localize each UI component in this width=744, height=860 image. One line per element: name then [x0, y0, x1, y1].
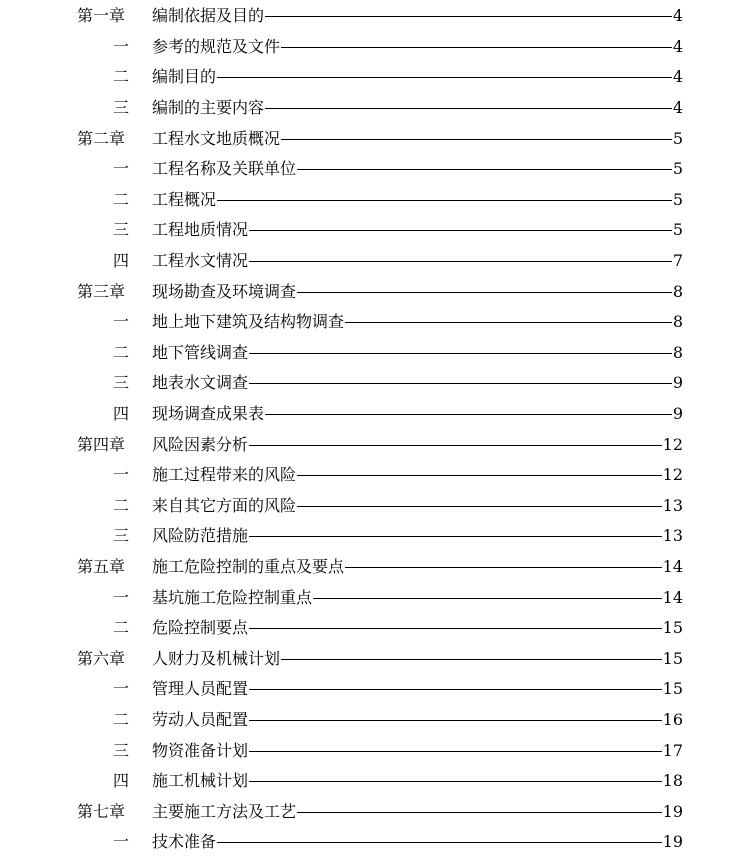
toc-entry-page-number: 8 [672, 281, 683, 301]
toc-section-entry[interactable] [0, 368, 744, 399]
toc-entry-title: 人财力及机械计划 [152, 648, 281, 668]
toc-entry-number: 第一章 [77, 6, 126, 26]
toc-section-entry[interactable] [0, 93, 744, 124]
toc-section-entry[interactable] [0, 827, 744, 858]
toc-entry-number: 第七章 [77, 801, 126, 821]
toc-entry-number: 一 [113, 36, 130, 56]
toc-entry-title: 编制依据及目的 [152, 6, 265, 26]
toc-entry-title: 编制的主要内容 [152, 98, 265, 118]
toc-entry-title: 现场勘查及环境调查 [152, 281, 297, 301]
toc-entry-number: 三 [113, 526, 130, 546]
toc-chapter-entry[interactable] [0, 552, 744, 583]
toc-entry-title: 现场调查成果表 [152, 404, 265, 424]
toc-chapter-entry[interactable] [0, 796, 744, 827]
toc-entry-number: 二 [113, 342, 130, 362]
toc-section-entry[interactable] [0, 705, 744, 736]
toc-section-entry[interactable] [0, 399, 744, 430]
toc-entry-number: 第三章 [77, 281, 126, 301]
toc-entry-page-number: 4 [672, 98, 683, 118]
toc-entry-number: 一 [113, 587, 130, 607]
toc-section-entry[interactable] [0, 154, 744, 185]
toc-entry-number: 三 [113, 220, 130, 240]
toc-entry-number: 第二章 [77, 128, 126, 148]
toc-entry-page-number: 5 [672, 189, 683, 209]
toc-section-entry[interactable] [0, 246, 744, 277]
toc-entry-page-number: 7 [672, 251, 683, 271]
toc-entry-title: 来自其它方面的风险 [152, 495, 297, 515]
toc-section-entry[interactable] [0, 521, 744, 552]
toc-entry-page-number: 15 [662, 618, 683, 638]
toc-entry-page-number: 12 [662, 434, 683, 454]
toc-section-entry[interactable] [0, 766, 744, 797]
toc-chapter-entry[interactable] [0, 1, 744, 32]
toc-entry-page-number: 19 [662, 801, 683, 821]
toc-entry-page-number: 8 [672, 312, 683, 332]
toc-entry-page-number: 4 [672, 6, 683, 26]
toc-entry-page-number: 15 [662, 679, 683, 699]
toc-entry-number: 二 [113, 618, 130, 638]
toc-section-entry[interactable] [0, 185, 744, 216]
toc-section-entry[interactable] [0, 62, 744, 93]
toc-entry-title: 工程名称及关联单位 [152, 159, 297, 179]
toc-chapter-entry[interactable] [0, 123, 744, 154]
toc-chapter-entry[interactable] [0, 643, 744, 674]
toc-section-entry[interactable] [0, 582, 744, 613]
toc-entry-page-number: 16 [662, 709, 683, 729]
table-of-contents [0, 1, 744, 858]
toc-entry-number: 第四章 [77, 434, 126, 454]
toc-entry-title: 风险防范措施 [152, 526, 249, 546]
toc-entry-page-number: 15 [662, 648, 683, 668]
toc-entry-number: 二 [113, 189, 130, 209]
toc-section-entry[interactable] [0, 735, 744, 766]
toc-entry-number: 四 [113, 251, 130, 271]
toc-entry-title: 危险控制要点 [152, 618, 249, 638]
toc-section-entry[interactable] [0, 674, 744, 705]
toc-leader-line [152, 200, 672, 201]
toc-entry-page-number: 9 [672, 404, 683, 424]
toc-leader-line [152, 842, 672, 843]
toc-entry-title: 物资准备计划 [152, 740, 249, 760]
toc-entry-page-number: 5 [672, 220, 683, 240]
toc-entry-number: 二 [113, 67, 130, 87]
toc-entry-page-number: 12 [662, 465, 683, 485]
toc-entry-number: 一 [113, 832, 130, 852]
toc-entry-title: 施工机械计划 [152, 771, 249, 791]
toc-section-entry[interactable] [0, 215, 744, 246]
toc-entry-number: 三 [113, 373, 130, 393]
toc-entry-page-number: 5 [672, 159, 683, 179]
toc-entry-title: 工程水文情况 [152, 251, 249, 271]
toc-section-entry[interactable] [0, 460, 744, 491]
toc-entry-number: 第五章 [77, 556, 126, 576]
toc-entry-number: 一 [113, 312, 130, 332]
toc-entry-number: 三 [113, 740, 130, 760]
toc-entry-title: 风险因素分析 [152, 434, 249, 454]
toc-entry-number: 一 [113, 679, 130, 699]
toc-entry-title: 地下管线调查 [152, 342, 249, 362]
toc-entry-page-number: 4 [672, 36, 683, 56]
toc-section-entry[interactable] [0, 32, 744, 63]
toc-entry-title: 主要施工方法及工艺 [152, 801, 297, 821]
toc-entry-title: 施工过程带来的风险 [152, 465, 297, 485]
toc-section-entry[interactable] [0, 491, 744, 522]
toc-entry-page-number: 5 [672, 128, 683, 148]
toc-entry-page-number: 14 [662, 556, 683, 576]
toc-entry-page-number: 13 [662, 526, 683, 546]
toc-entry-title: 施工危险控制的重点及要点 [152, 556, 345, 576]
toc-entry-number: 第六章 [77, 648, 126, 668]
toc-entry-title: 工程地质情况 [152, 220, 249, 240]
toc-chapter-entry[interactable] [0, 429, 744, 460]
toc-entry-title: 编制目的 [152, 67, 217, 87]
toc-entry-title: 参考的规范及文件 [152, 36, 281, 56]
toc-entry-number: 二 [113, 709, 130, 729]
toc-section-entry[interactable] [0, 307, 744, 338]
toc-entry-title: 工程水文地质概况 [152, 128, 281, 148]
toc-entry-page-number: 4 [672, 67, 683, 87]
toc-entry-page-number: 17 [662, 740, 683, 760]
toc-chapter-entry[interactable] [0, 276, 744, 307]
toc-entry-number: 一 [113, 159, 130, 179]
toc-entry-title: 地表水文调查 [152, 373, 249, 393]
toc-entry-page-number: 8 [672, 342, 683, 362]
toc-entry-page-number: 18 [662, 771, 683, 791]
toc-entry-title: 工程概况 [152, 189, 217, 209]
toc-section-entry[interactable] [0, 338, 744, 369]
toc-leader-line [152, 77, 672, 78]
toc-entry-title: 基坑施工危险控制重点 [152, 587, 313, 607]
toc-entry-title: 劳动人员配置 [152, 709, 249, 729]
toc-entry-title: 管理人员配置 [152, 679, 249, 699]
toc-entry-number: 二 [113, 495, 130, 515]
toc-section-entry[interactable] [0, 613, 744, 644]
toc-entry-number: 四 [113, 771, 130, 791]
toc-entry-title: 地上地下建筑及结构物调查 [152, 312, 345, 332]
toc-entry-page-number: 9 [672, 373, 683, 393]
toc-entry-number: 三 [113, 98, 130, 118]
toc-entry-title: 技术准备 [152, 832, 217, 852]
toc-entry-number: 四 [113, 404, 130, 424]
toc-entry-page-number: 14 [662, 587, 683, 607]
toc-entry-number: 一 [113, 465, 130, 485]
toc-entry-page-number: 19 [662, 832, 683, 852]
toc-entry-page-number: 13 [662, 495, 683, 515]
